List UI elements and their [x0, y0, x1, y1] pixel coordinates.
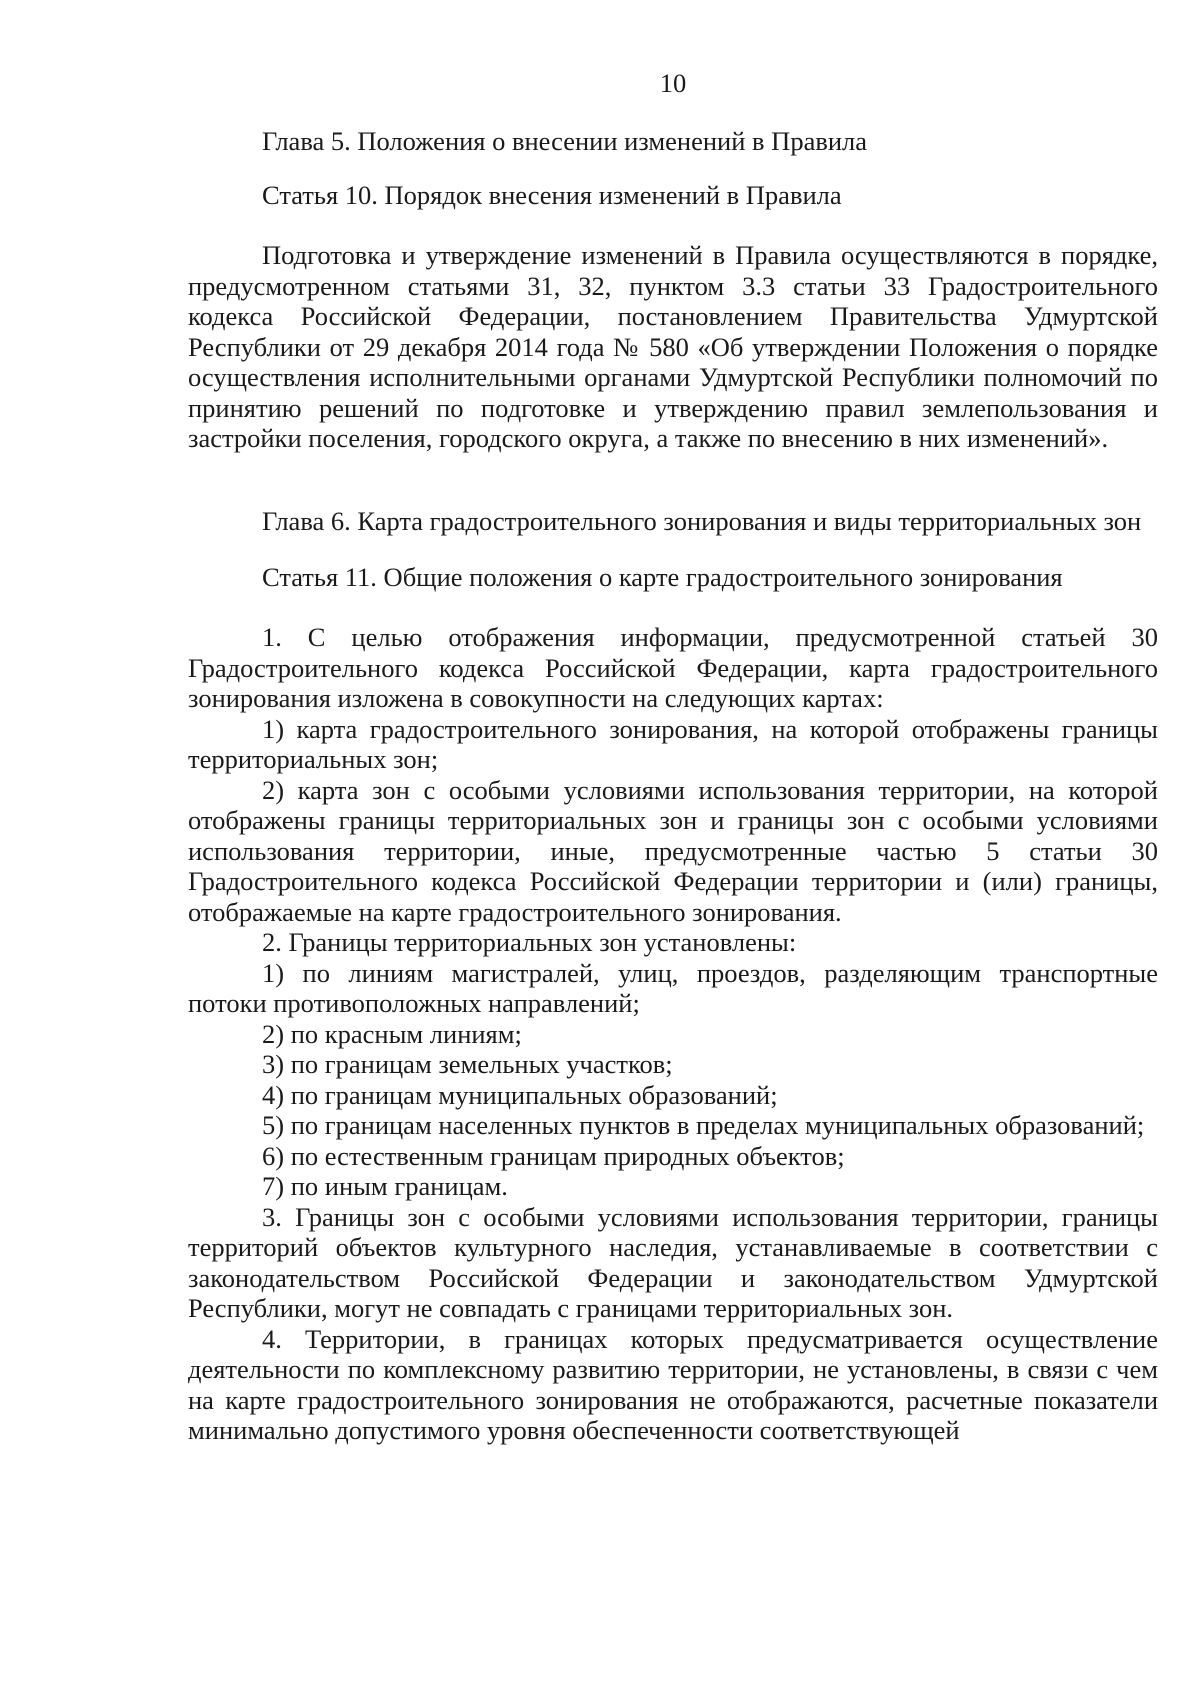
paragraph: 2. Границы территориальных зон установлены: [262, 927, 797, 957]
list-item: 7) по иным границам. [262, 1171, 508, 1201]
paragraph: 1. С целью отображения информации, предусмотренной статьей 30 Градостроительного кодекса Российской Федерации, карта градостроительного зонирования изложена в совокупности на следующих картах: [188, 622, 1158, 713]
list-item: 2) карта зон с особыми условиями использования территории, на которой отображены границы территориальных зон и границы зон с особыми условиями использования территории, иные, предусмотренные частью 5 статьи 30 Градостроительного кодекса Российской Федерации территории и (или) границы, отображаемые на карте градостроительного зонирования. [188, 774, 1158, 927]
article-10-body [188, 240, 1158, 454]
page-number: 10 [659, 68, 687, 98]
list-item: 4) по границам муниципальных образований; [262, 1079, 778, 1110]
paragraph: 4. Территории, в границах которых предусматривается осуществление деятельности по комплексному развитию территории, не установлены, в связи с чем на карте градостроительного зонирования не отображаются, расчетные показатели минимально допустимого уровня обеспеченности соответствующей [188, 1323, 1158, 1445]
list-item: 6) по естественным границам природных объектов; [262, 1140, 845, 1171]
paragraph: 3. Границы зон с особыми условиями использования территории, границы территорий объектов культурного наследия, устанавливаемые в соответствии с законодательством Российской Федерации и законодательством Удмуртской Республики, могут не совпадать с границами территориальных зон. [188, 1201, 1158, 1323]
list-item: 3) по границам земельных участков; [262, 1049, 673, 1079]
article-10-paragraph: Подготовка и утверждение изменений в Правила осуществляются в порядке, предусмотренном статьями 31, 32, пунктом 3.3 статьи 33 Градостроительного кодекса Российской Федерации, постановлением Правительства Удмуртской Республики от 29 декабря 2014 года № 580 «Об утверждении Положения о порядке осуществления исполнительными органами Удмуртской Республики полномочий по принятию решений по подготовке и утверждению правил землепользования и застройки поселения, городского округа, а также по внесению в них изменений». [188, 240, 1158, 453]
list-item: 1) карта градостроительного зонирования, на которой отображены границы территориальных зон; [188, 713, 1158, 774]
list-item: 2) по красным линиям; [262, 1018, 522, 1049]
article-10-title: Статья 10. Порядок внесения изменений в Правила [262, 180, 842, 210]
chapter-5-title: Глава 5. Положения о внесении изменений в Правила [262, 126, 868, 156]
article-11-body [188, 622, 1158, 1446]
chapter-6-title: Глава 6. Карта градостроительного зонирования и виды территориальных зон [262, 506, 1142, 536]
list-item: 5) по границам населенных пунктов в пределах муниципальных образований; [262, 1110, 1145, 1140]
article-11-title: Статья 11. Общие положения о карте градостроительного зонирования [262, 562, 1063, 592]
list-item: 1) по линиям магистралей, улиц, проездов, разделяющим транспортные потоки противоположных направлений; [188, 957, 1158, 1018]
